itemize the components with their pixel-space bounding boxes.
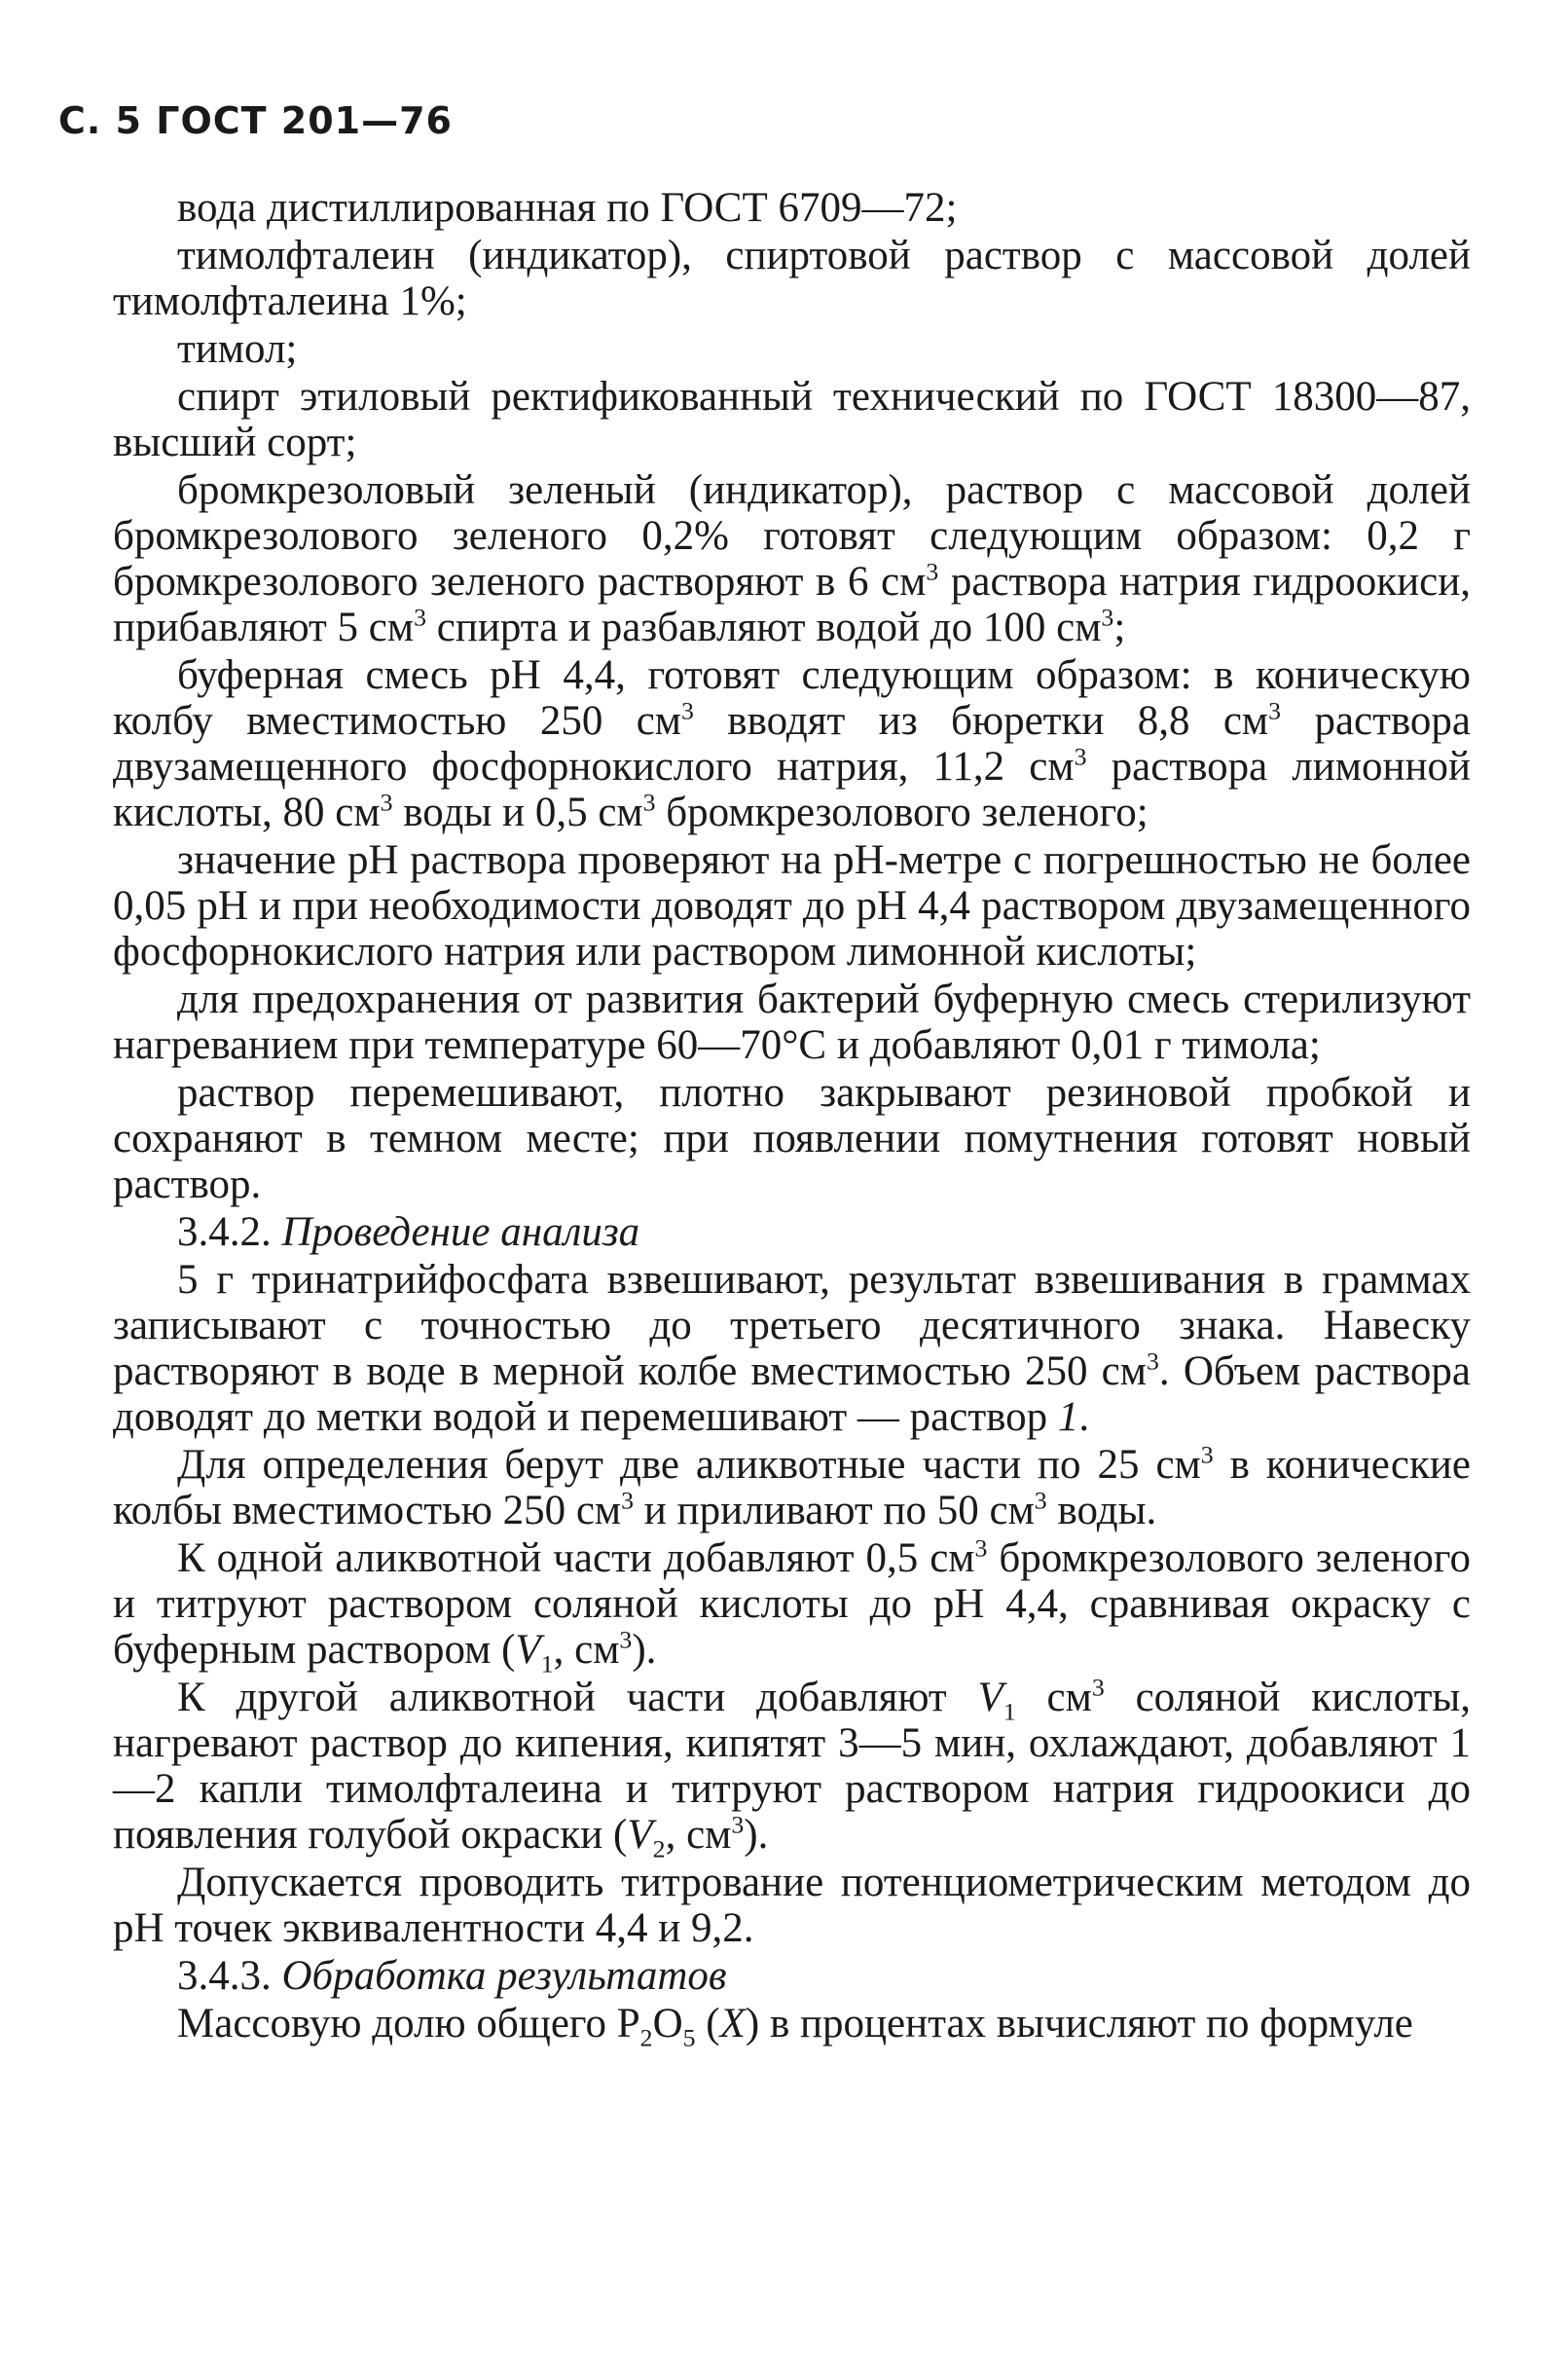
section-title: Проведение анализа	[281, 1209, 640, 1255]
document-body	[113, 185, 1472, 2052]
analysis-sample: 5 г тринатрийфосфата взвешивают, результат взвешивания в граммах записывают с точностью до третьего десятичного знака. Навеску растворяют в воде в мерной колбе вместимостью 250 $см^3$. Объем раствора доводят до метки водой и перемешивают — раствор 1.	[113, 1257, 1471, 1440]
buffer-sterilization: для предохранения от развития бактерий буферную смесь стерилизуют нагреванием при температуре 60—70°С и добавляют 0,01 г тимола;	[113, 977, 1471, 1068]
section-number: 3.4.2.	[177, 1209, 272, 1255]
reagent-buffer-mixture: буферная смесь pH 4,4, готовят следующим образом: в коническую колбу вместимостью 250 $см^3$ вводят из бюретки 8,8 $см^3$ раствора двузамещенного фосфорнокислого натрия, 11,2 $см^3$ раствора лимонной кислоты, 80 $см^3$ воды и 0,5 $см^3$ бромкрезолового зеленого;	[113, 652, 1471, 835]
page-number: С. 5	[58, 99, 142, 142]
section-heading-analysis	[113, 1209, 1471, 1255]
buffer-ph-check: значение pH раствора проверяют на pH-метре с погрешностью не более 0,05 pH и при необходимости доводят до pH 4,4 раствором двузамещенного фосфорнокислого натрия или раствором лимонной кислоты;	[113, 837, 1471, 975]
analysis-second-titration: К другой аликвотной части добавляют $V_1$ $см^3$ соляной кислоты, нагревают раствор до кипения, кипятят 3—5 мин, охлаждают, добавляют 1—2 капли тимолфталеина и титруют раствором натрия гидроокиси до появления голубой окраски ($V_2$, $см^3$).	[113, 1673, 1472, 1863]
section-heading-results	[113, 1953, 1471, 1999]
reagent-ethanol: спирт этиловый ректификованный технический по ГОСТ 18300—87, высший сорт;	[113, 374, 1471, 465]
reagent-thymol: тимол;	[177, 326, 298, 372]
reagent-thymolphthalein: тимолфталеин (индикатор), спиртовой раствор с массовой долей тимолфталеина 1%;	[113, 233, 1471, 324]
analysis-aliquots: Для определения берут две аликвотные части по 25 $см^3$ в конические колбы вместимостью 250 $см^3$ и приливают по 50 $см^3$ воды.	[113, 1440, 1472, 1533]
standard-designation: ГОСТ 201—76	[156, 99, 453, 142]
reagent-bromocresol-green: бромкрезоловый зеленый (индикатор), раствор с массовой долей бромкрезолового зеленого 0,2% готовят следующим образом: 0,2 г бромкрезолового зеленого растворяют в 6 $см^3$ раствора натрия гидроокиси, прибавляют 5 $см^3$ спирта и разбавляют водой до 100 $см^3$;	[113, 467, 1471, 650]
running-header	[58, 99, 453, 142]
section-title: Обработка результатов	[281, 1953, 727, 1999]
analysis-potentiometric: Допускается проводить титрование потенциометрическим методом до pH точек эквивалентности 4,4 и 9,2.	[113, 1860, 1471, 1951]
analysis-first-titration: К одной аликвотной части добавляют 0,5 $см^3$ бромкрезолового зеленого и титруют раствором соляной кислоты до pH 4,4, сравнивая окраску с буферным раствором ($V_1$, $см^3$).	[113, 1533, 1471, 1678]
section-number: 3.4.3.	[177, 1953, 272, 1999]
reagent-water: вода дистиллированная по ГОСТ 6709—72;	[177, 185, 958, 231]
results-formula-intro: Массовую долю общего $P_2O_5$ (X) в процентах вычисляют по формуле	[177, 2001, 1413, 2052]
buffer-storage: раствор перемешивают, плотно закрывают резиновой пробкой и сохраняют в темном месте; при появлении помутнения готовят новый раствор.	[113, 1070, 1471, 1207]
